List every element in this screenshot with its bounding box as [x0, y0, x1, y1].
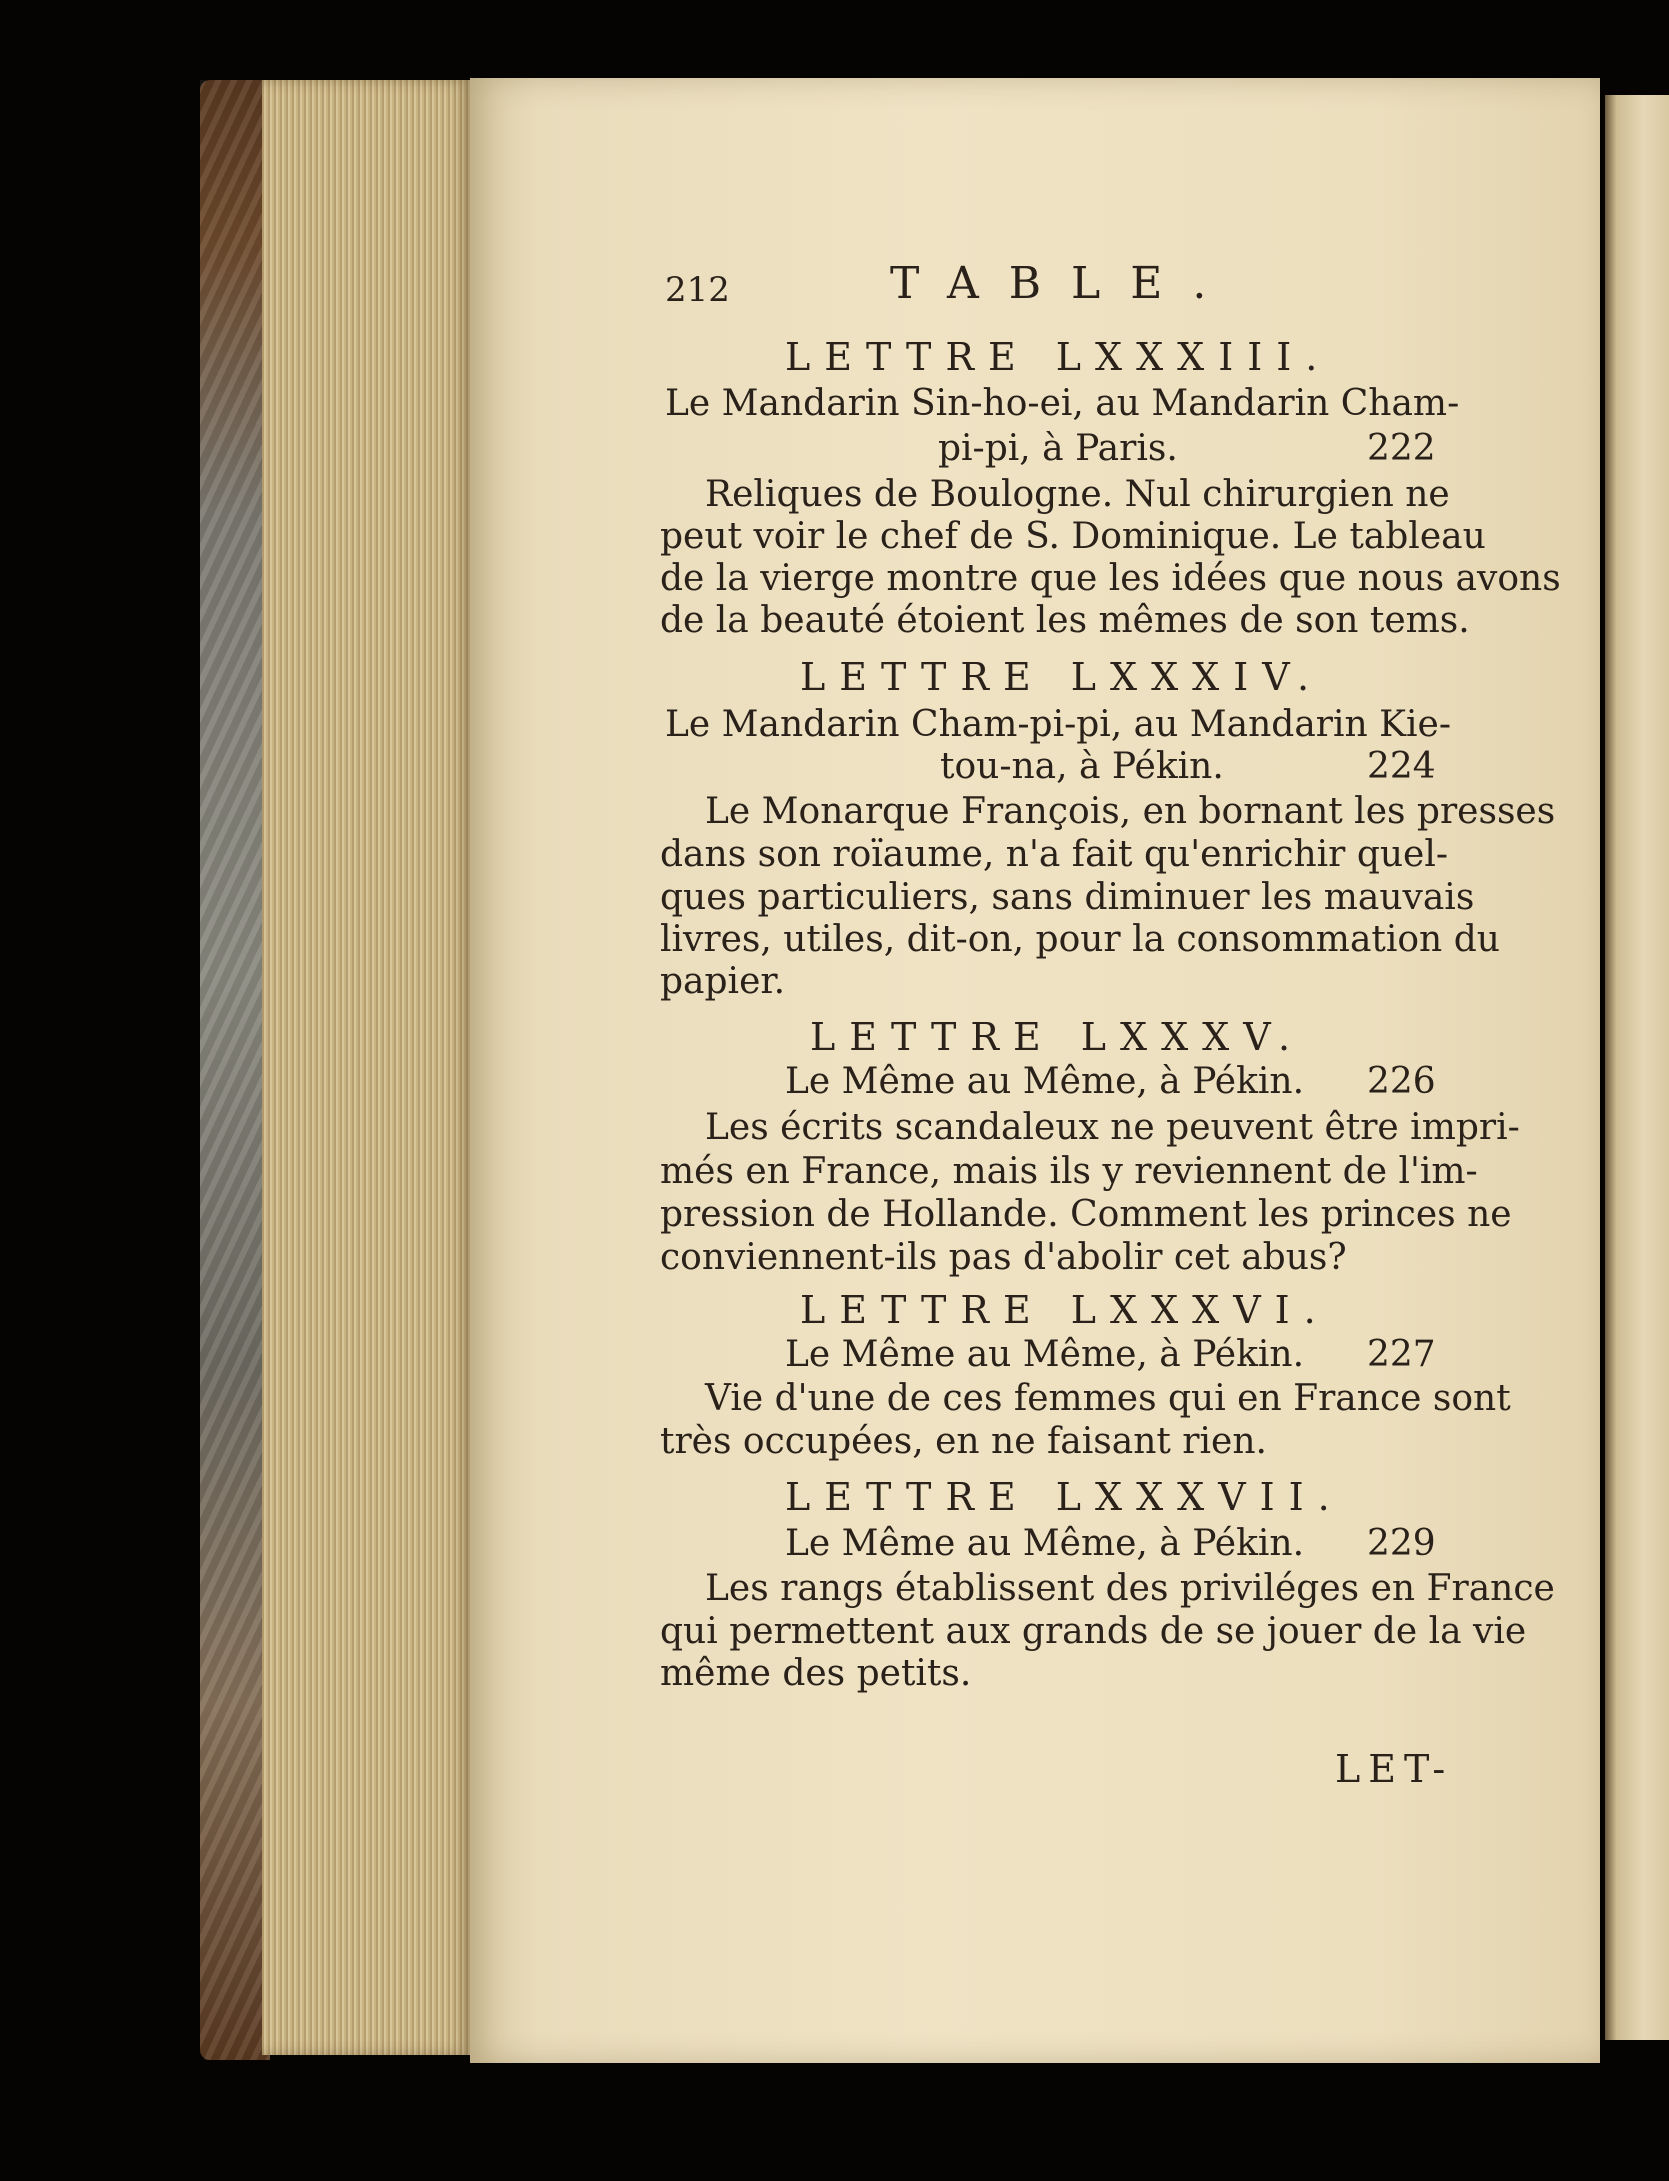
summary-line: més en France, mais ils y reviennent de l'im- — [660, 1151, 1478, 1192]
letter-address: Le Même au Même, à Pékin. — [785, 1061, 1305, 1102]
page-reference: 229 — [1367, 1523, 1436, 1564]
summary-line: dans son roïaume, n'a fait qu'enrichir quel- — [660, 834, 1449, 875]
letter-address: Le Même au Même, à Pékin. — [785, 1523, 1305, 1564]
letter-address: pi-pi, à Paris. — [938, 428, 1178, 469]
letter-address: Le Mandarin Sin-ho-ei, au Mandarin Cham- — [665, 383, 1460, 424]
summary-line: Le Monarque François, en bornant les presses — [705, 791, 1556, 832]
summary-line: papier. — [660, 961, 786, 1002]
page-reference: 222 — [1367, 428, 1436, 469]
summary-line: Les rangs établissent des priviléges en France — [705, 1568, 1555, 1609]
marbled-cover-edge — [200, 80, 270, 2060]
page-reference: 224 — [1367, 746, 1436, 787]
summary-line: conviennent-ils pas d'abolir cet abus? — [660, 1237, 1347, 1278]
page-number: 212 — [665, 270, 730, 310]
letter-heading: LETTRE LXXXVI. — [800, 1288, 1330, 1332]
summary-line: très occupées, en ne faisant rien. — [660, 1421, 1267, 1462]
letter-heading: LETTRE LXXXIII. — [785, 335, 1332, 379]
summary-line: même des petits. — [660, 1653, 972, 1694]
catchword: LET- — [1335, 1747, 1454, 1791]
summary-line: qui permettent aux grands de se jouer de la vie — [660, 1611, 1527, 1652]
summary-line: livres, utiles, dit-on, pour la consommation du — [660, 919, 1500, 960]
summary-line: Les écrits scandaleux ne peuvent être impri- — [705, 1107, 1520, 1148]
summary-line: ques particuliers, sans diminuer les mauvais — [660, 877, 1475, 918]
summary-line: peut voir le chef de S. Dominique. Le tableau — [660, 516, 1486, 557]
letter-address: Le Même au Même, à Pékin. — [785, 1334, 1305, 1375]
running-title: TABLE. — [890, 258, 1237, 309]
summary-line: de la beauté étoient les mêmes de son tems. — [660, 600, 1470, 641]
summary-line: de la vierge montre que les idées que nous avons — [660, 558, 1561, 599]
letter-address: Le Mandarin Cham-pi-pi, au Mandarin Kie- — [665, 704, 1452, 745]
facing-page-edge — [1605, 95, 1669, 2040]
summary-line: pression de Hollande. Comment les princes ne — [660, 1194, 1512, 1235]
letter-address: tou-na, à Pékin. — [940, 746, 1224, 787]
letter-heading: LETTRE LXXXIV. — [800, 655, 1324, 699]
summary-line: Vie d'une de ces femmes qui en France sont — [705, 1378, 1511, 1419]
letter-heading: LETTRE LXXXVII. — [785, 1475, 1344, 1519]
letter-heading: LETTRE LXXXV. — [810, 1015, 1305, 1059]
page-stack-edge — [262, 80, 472, 2055]
page-reference: 226 — [1367, 1061, 1436, 1102]
summary-line: Reliques de Boulogne. Nul chirurgien ne — [705, 474, 1450, 515]
page-reference: 227 — [1367, 1334, 1436, 1375]
